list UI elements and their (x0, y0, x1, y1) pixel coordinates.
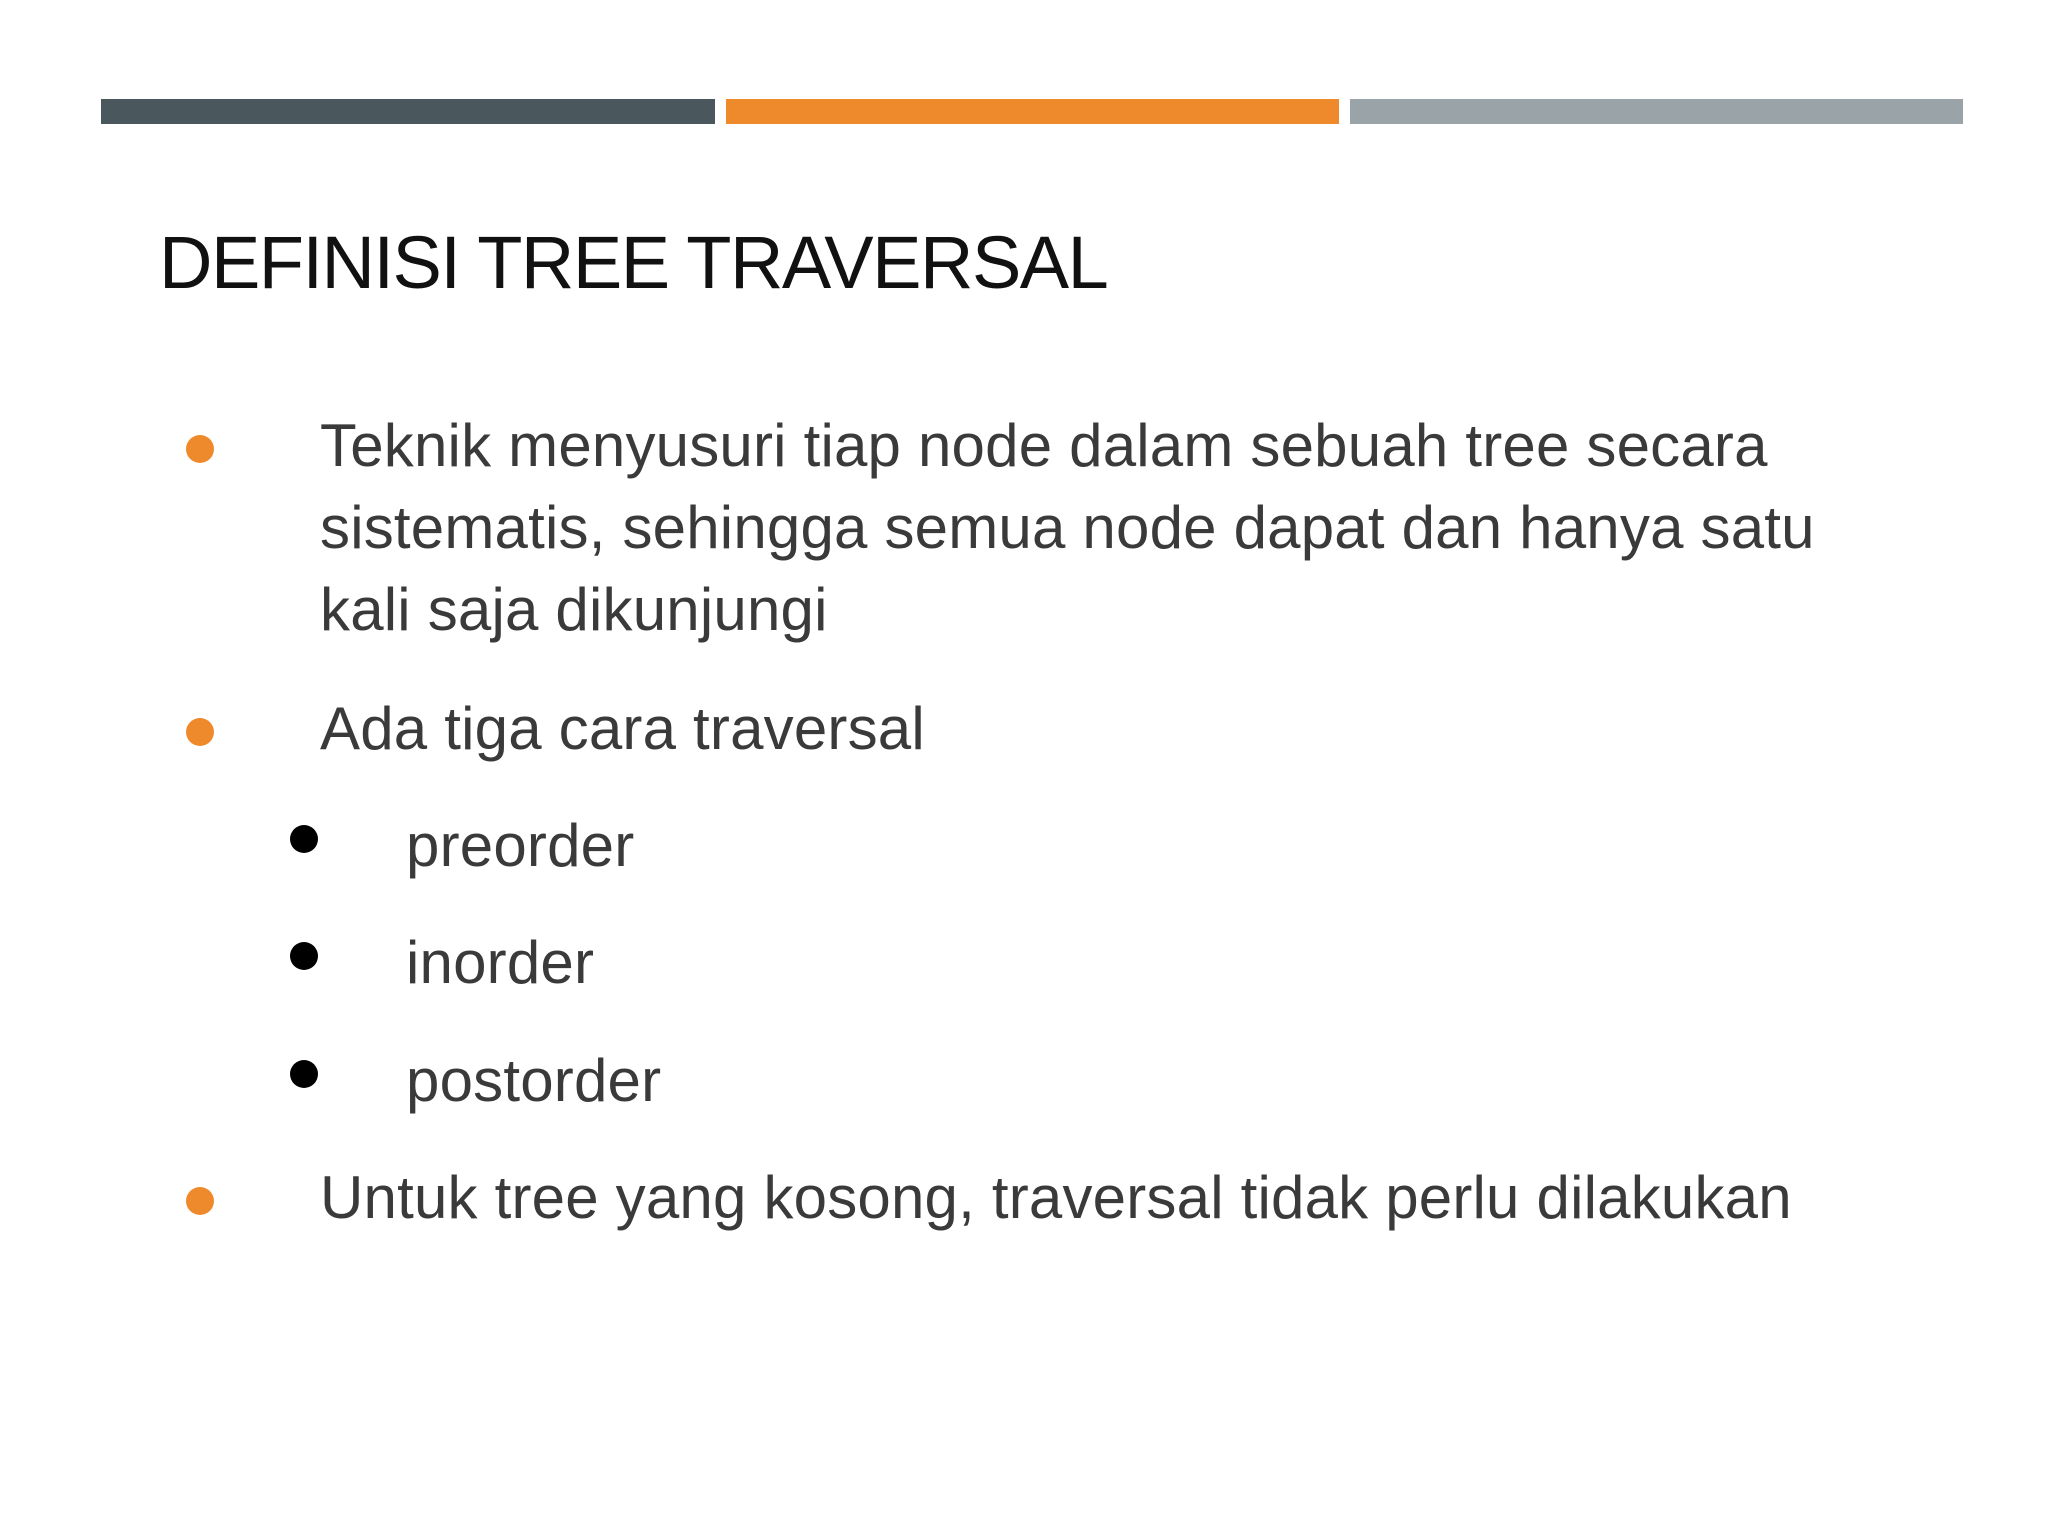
bullet-text: inorder (406, 929, 595, 996)
bullet-dot-icon (186, 435, 214, 463)
bullet-text: Teknik menyusuri tiap node dalam sebuah tree secara sistematis, sehingga semua node dapat dan hanya satu kali saja dikunjungi (320, 412, 1815, 643)
bullet-dot-icon (186, 1187, 214, 1215)
bullet-text: Ada tiga cara traversal (320, 695, 925, 762)
bullet-text: preorder (406, 812, 635, 879)
bullet-dot-icon (186, 718, 214, 746)
header-bar-gray (1350, 99, 1963, 124)
header-bar-orange (726, 99, 1339, 124)
header-bar-dark (101, 99, 715, 124)
bullet-dot-icon (290, 825, 318, 853)
bullet-text: postorder (406, 1047, 662, 1114)
bullet-text: Untuk tree yang kosong, traversal tidak perlu dilakukan (320, 1164, 1792, 1231)
bullet-dot-icon (290, 1060, 318, 1088)
bullet-dot-icon (290, 942, 318, 970)
slide-title: DEFINISI TREE TRAVERSAL (159, 221, 1108, 304)
